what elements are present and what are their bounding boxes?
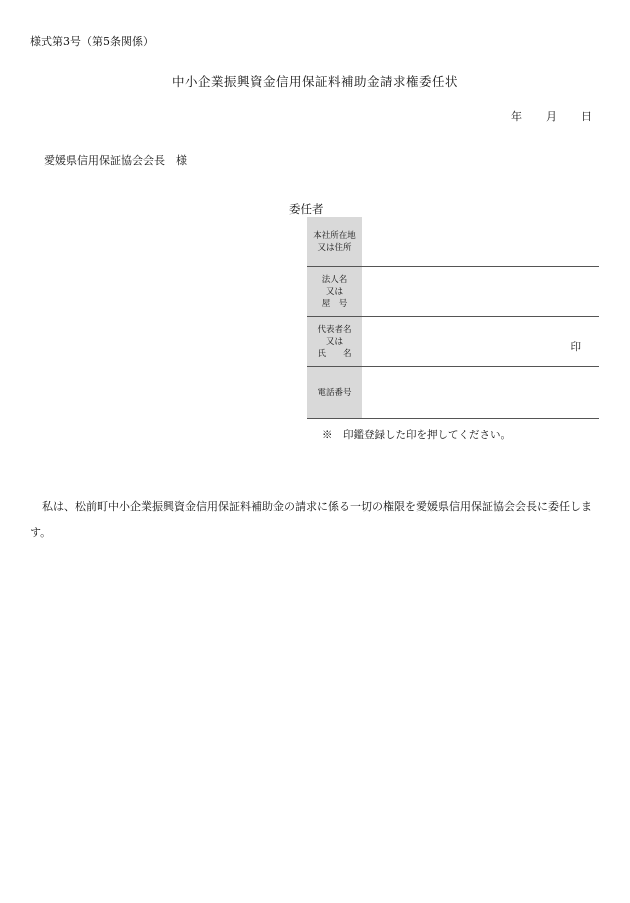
address-field[interactable] [362, 217, 599, 266]
phone-label: 電話番号 [307, 367, 362, 418]
company-name-field[interactable] [362, 267, 599, 316]
company-name-row [307, 267, 599, 317]
seal-mark: 印 [570, 341, 581, 353]
representative-field[interactable] [362, 317, 599, 366]
phone-row [307, 367, 599, 419]
company-name-label: 法人名 又は 屋 号 [307, 267, 362, 316]
page-title: 中小企業振興資金信用保証料補助金請求権委任状 [171, 74, 458, 89]
phone-field[interactable] [362, 367, 599, 418]
representative-label: 代表者名 又は 氏 名 [307, 317, 362, 366]
address-label: 本社所在地 又は住所 [307, 217, 362, 266]
date-day-label: 日 [581, 110, 592, 123]
principal-info-table [307, 217, 599, 419]
date-month-label: 月 [546, 110, 557, 123]
address-row [307, 217, 599, 267]
representative-row [307, 317, 599, 367]
form-number: 様式第3号（第5条関係） [30, 35, 154, 48]
delegation-statement: 私は、松前町中小企業振興資金信用保証料補助金の請求に係る一切の権限を愛媛県信用保証協会会長に委任します。 [30, 500, 592, 539]
date-year-label: 年 [511, 110, 522, 123]
seal-note: ※ 印鑑登録した印を押してください。 [322, 429, 511, 441]
principal-label: 委任者 [289, 202, 324, 216]
addressee: 愛媛県信用保証協会会長 様 [44, 154, 187, 167]
